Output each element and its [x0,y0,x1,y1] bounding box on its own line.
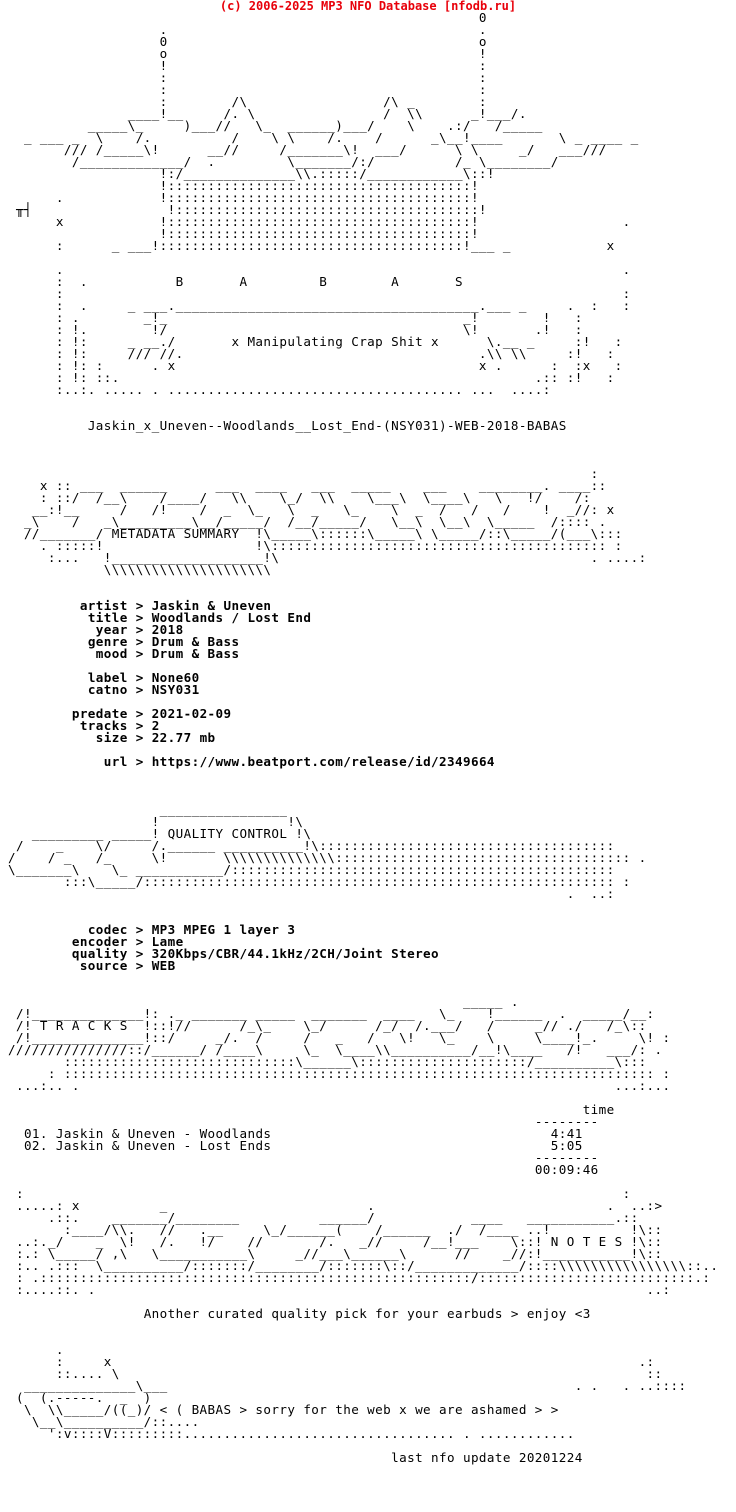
outro-art-line: : x .: [0,1354,655,1369]
logo-art-line: _ ___ _ \ /. / \ \ /. / _\__!____ \ _ ____ _ [0,130,639,145]
meta-tracks-value: 2 [151,718,160,733]
notes-banner-line: ..:._/ _ \! /. !/ // /. _// /__!___ \::! N O T E S !\:: [0,1234,663,1249]
logo-art-line: !::::::::::::::::::::::::::::::::::::::! [0,178,479,193]
release-name: Jaskin_x_Uneven--Woodlands__Lost_End-(NSY031)-WEB-2018-BABAS [87,418,567,433]
track-artist: Jaskin & Uneven [55,1126,176,1141]
logo-art-line: !:/______________\\.:::::/____________\::! [0,166,495,181]
meta-year-value: 2018 [151,622,184,637]
logo-art-line: /_____________/ . \_______/:/ /_ \________/ [0,154,559,169]
logo-art-line: : !: _ __./ x Manipulating Crap Shit x \.__ _ :! : [0,334,623,349]
quality-row-quality: quality > 320Kbps/CBR/44.1kHz/2CH/Joint Stereo [71,946,440,961]
logo-art-line: . !::::::::::::::::::::::::::::::::::::::! [0,190,479,205]
notes-text: Another curated quality pick for your earbuds > enjoy <3 [143,1306,591,1321]
meta-predate-value: 2021-02-09 [151,706,232,721]
quality-row-codec: codec > MP3 MPEG 1 layer 3 [87,922,296,937]
logo-art-line: : . B A B A S [0,274,463,289]
logo-art-line: _____\_ )___// \_ ______)___/ \ .:/ /_____ [0,118,543,133]
tracks-banner-line: ...:.. . ...:... [0,1078,671,1093]
tracklist-time-header: time [582,1102,615,1117]
metadata-banner-line: //_______/ METADATA SUMMARY !\_____\::::::\_____\ \_____/::\_____/(___\::: [0,526,623,541]
metadata-banner-line: \\\\\\\\\\\\\\\\\\\\\ [0,562,272,577]
logo-art-line: . . [0,262,631,277]
notes-banner-line: : .::::::::::::::::::::::::::::::::::::::::::::::::::::::/:::::::::::::::::::::::::::.: [0,1270,711,1285]
metadata-banner-line: . :::::! !\:::::::::::::::::::::::::::::::::::::::::: : [0,538,623,553]
notes-banner-line: :.: \_____/ ,\ \___________\ _//___\______\ // _//:!___________!\:: [0,1246,663,1261]
tracks-banner-line: /!______________!: ._ _______ _____ _______ ____ \_ !______ . _____/__: [0,1006,655,1021]
quality-codec-value: MP3 MPEG 1 layer 3 [151,922,296,937]
quality-banner-line: ! !\ [0,814,304,829]
logo-art-line: : !: : . x x . : :x : [0,358,623,373]
meta-row-mood: mood > Drum & Bass [95,646,240,661]
meta-row-predate: predate > 2021-02-09 [71,706,232,721]
meta-mood-value: Drum & Bass [151,646,240,661]
logo-art-line: . . [0,22,487,37]
quality-row-encoder: encoder > Lame [71,934,184,949]
outro-art-line: \ \\_____/((_)/ < ( BABAS > sorry for the web x we are ashamed > > [0,1402,559,1417]
metadata-banner-line: : ::/ /__\ /____/ \\ \_/ \\ \___\ \____\ \ !/ /: [0,490,591,505]
last-update-line [0,1452,718,1464]
meta-row-artist: artist > Jaskin & Uneven [79,598,272,613]
meta-row-tracks: tracks > 2 [79,718,160,733]
logo-art-line: : : [0,82,487,97]
notes-banner-line: :____/\\. // .__ \_/______( /______ ./ /____ ..! !\:: [0,1222,663,1237]
track-time: 5:05 [550,1138,583,1153]
logo-art-line: /// /_____\! __// /_______\! ___/ \ \ _/ ___/// [0,142,607,157]
meta-label-value: None60 [151,670,200,685]
logo-art-line: : _ ___!::::::::::::::::::::::::::::::::::::::!___ _ x [0,238,615,253]
meta-url-link[interactable]: https://www.beatport.com/release/id/2349664 [151,754,495,769]
tracks-banner-line: : :::::::::::::::::::::::::::::::::::::::::::::::::::::::::::::::::::::::::: : [0,1066,671,1081]
metadata-banner-line: x :: ___ ______ ___ ____ ___ _____ ___ ________. ____:: [0,478,607,493]
quality-row-source: source > WEB [79,958,176,973]
notes-banner-line: .::. _______/________ ______/ ____ ___________.:: [0,1210,639,1225]
meta-artist-value: Jaskin & Uneven [151,598,272,613]
logo-art-line: : !. !/ \! .! : [0,322,583,337]
tracks-banner-line: ///////////////::/______/ /____\ \_ \____\\__________/__!\____ /! ___/: . [0,1042,663,1057]
logo-art-line: ! : [0,58,487,73]
logo-art-line: : /\ /\ _ : [0,94,487,109]
logo-art-line: 0 o [0,34,487,49]
logo-art-line: : !: /// //. .\\ \\ :! : [0,346,615,361]
logo-art-line: ╥┤ !::::::::::::::::::::::::::::::::::::::! [0,202,487,217]
track-row: 01. Jaskin & Uneven - Woodlands 4:41 [23,1126,583,1141]
logo-art-line: :..:. ..... . ..................................... ... ....: [0,382,551,397]
quality-quality-value: 320Kbps/CBR/44.1kHz/2CH/Joint Stereo [151,946,440,961]
outro-art-line: ______________\___ . . . ..:::: [0,1378,687,1393]
metadata-banner-line: : [0,466,599,481]
tracklist-divider: -------- [534,1150,599,1165]
meta-row-catno: catno > NSY031 [87,682,200,697]
notes-banner-line: : : [0,1186,631,1201]
tracklist-divider: -------- [534,1114,599,1129]
notes-text-line [0,1308,718,1320]
tracks-banner-line: /!______________!::/ _/. / / _ / \! \_ \ \____!_. \! : [0,1030,671,1045]
track-time: 4:41 [550,1126,583,1141]
meta-row-year: year > 2018 [95,622,184,637]
release-name-line [0,420,718,432]
logo-art-line: : : [0,70,487,85]
meta-row-title: title > Woodlands / Lost End [87,610,312,625]
track-title: Woodlands [199,1126,272,1141]
track-row: 02. Jaskin & Uneven - Lost Ends 5:05 [23,1138,583,1153]
nfo-document [0,12,718,1464]
outro-art-line: ::.... \ :: [0,1366,663,1381]
quality-banner-line: / _ \/ /.______ __________!\::::::::::::::::::::::::::::::::::::: [0,838,615,853]
meta-row-url: url > https://www.beatport.com/release/id/2349664 [103,754,495,769]
logo-art-line: : . _!_ _! ! : [0,310,583,325]
meta-size-value: 22.77 mb [151,730,216,745]
logo-art-line: !::::::::::::::::::::::::::::::::::::::! [0,226,479,241]
track-artist: Jaskin & Uneven [55,1138,176,1153]
logo-art-line: : . _ ___.______________________________________.___ _ . : : [0,298,631,313]
meta-genre-value: Drum & Bass [151,634,240,649]
logo-art-line: x !::::::::::::::::::::::::::::::::::::::! . [0,214,631,229]
last-update: last nfo update 20201224 [391,1450,583,1465]
logo-art-line: 0 [0,10,487,25]
quality-banner-line: ________________ [0,802,288,817]
track-title: Lost Ends [199,1138,272,1153]
tracklist-total: 00:09:46 [534,1162,599,1177]
outro-art-line: ( (.-----. _ ) [0,1390,152,1405]
quality-banner-line: . ..: [0,886,615,901]
meta-title-value: Woodlands / Lost End [151,610,312,625]
meta-row-size: size > 22.77 mb [95,730,216,745]
metadata-banner-line: :... !___________________!\ . ....: [0,550,647,565]
meta-row-label: label > None60 [87,670,200,685]
quality-source-value: WEB [151,958,176,973]
logo-art-line: : !: ::. .:: :! : [0,370,615,385]
logo-art-line: ____!__ /. \ / \\ _!___/. [0,106,527,121]
quality-banner-line: :::\_____/::::::::::::::::::::::::::::::::::::::::::::::::::::::::::: : [0,874,631,889]
metadata-banner-line: _\ / _\_________\__/_____/ /__/_____/ \__\ \__\ \_____ /:::: . [0,514,607,529]
notes-banner-line: .....: x _ . . ..:> [0,1198,663,1213]
copyright-banner: (c) 2006-2025 MP3 NFO Database [nfodb.ru] [219,0,517,13]
metadata-banner-line: __:!__ / /! / _ \_ \ _ \_ \ _ / / / ! _//: x [0,502,615,517]
outro-art-line: \__\__________/::.... [0,1414,200,1429]
meta-catno-value: NSY031 [151,682,200,697]
logo-art-line: o ! [0,46,487,61]
tracks-banner-line: _____ . [0,994,519,1009]
quality-banner-line: _________ _____! QUALITY CONTROL !\ [0,826,312,841]
tracks-banner-line: :::::::::::::::::::::::::::::\______\:::::::::::::::::::::/__________\::: [0,1054,647,1069]
tracks-banner-line: /! T R A C K S !::!// /_\_ \_/ /_/ /.___/ / _// ./ /_\:: [0,1018,647,1033]
outro-art-line: . [0,1342,64,1357]
outro-art-line: ':v::::V:::::::::.................................. . ............ [0,1426,575,1441]
logo-art-line: : : [0,286,631,301]
notes-banner-line: :.. .::: \__________/:::::::/________/:::::::\::/_____________/::::\\\\\\\\\\\\\\\\::.. [0,1258,719,1273]
notes-banner-line: :....::. . ..: [0,1282,671,1297]
quality-banner-line: \_______\ \_ ___________/:::::::::::::::::::::::::::::::::::::::::::::::: [0,862,615,877]
quality-banner-line: / / _ /_ \! \\\\\\\\\\\\\\::::::::::::::::::::::::::::::::::::: . [0,850,647,865]
meta-row-genre: genre > Drum & Bass [87,634,240,649]
quality-encoder-value: Lame [151,934,184,949]
